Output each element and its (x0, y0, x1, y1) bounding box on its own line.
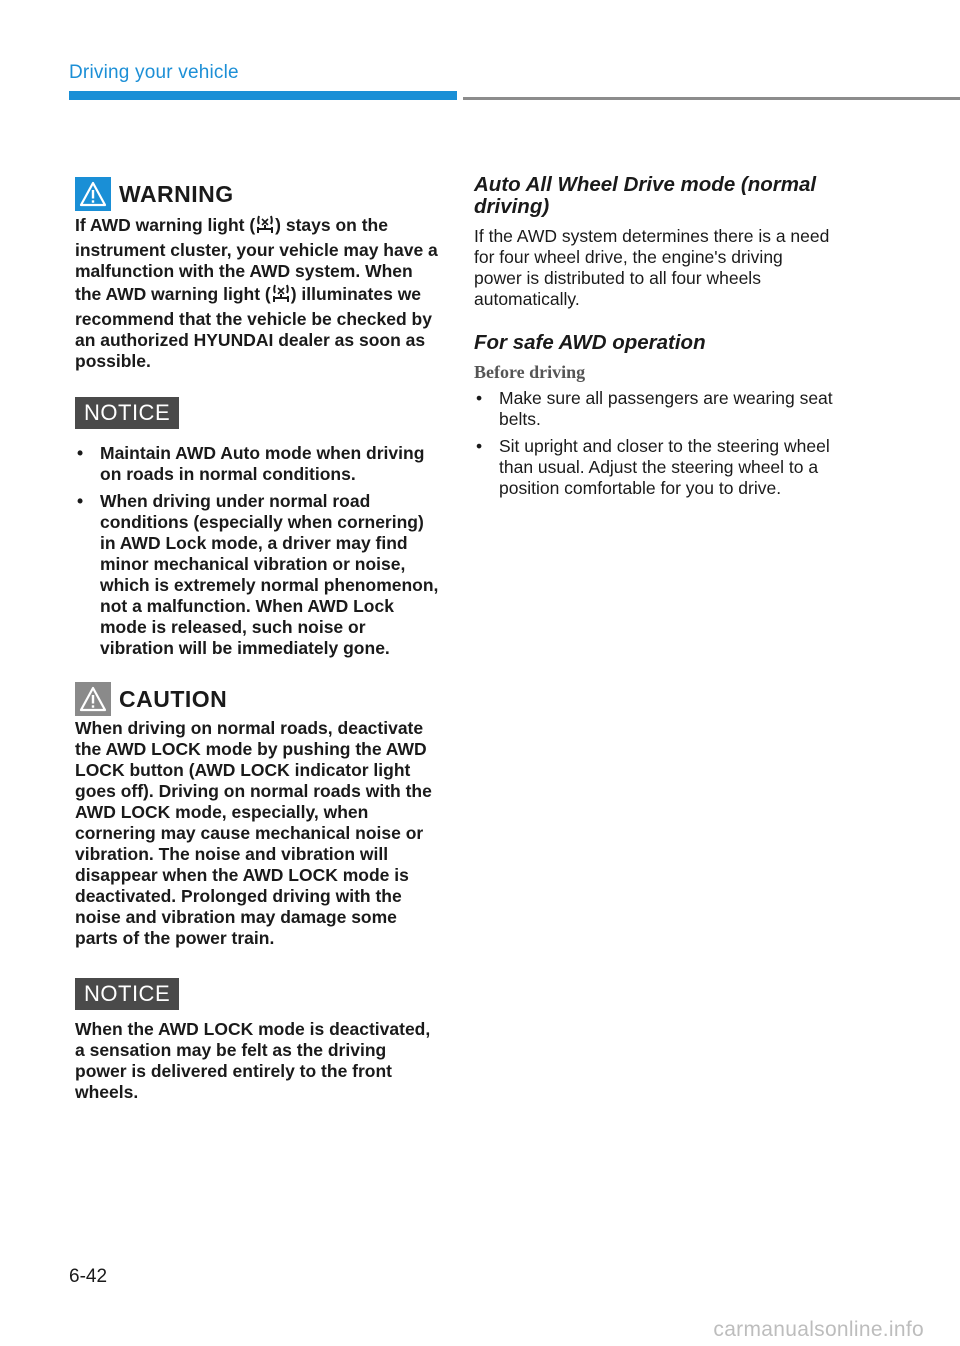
right-column (474, 174, 834, 505)
notice-text: When the AWD LOCK mode is deactivated, a sensation may be felt as the driving power is delivered entirely to the front wheels. (75, 1019, 431, 1102)
warning-label: WARNING (119, 180, 234, 207)
safe-operation-list (474, 388, 834, 499)
section-title: Driving your vehicle (69, 62, 239, 83)
left-column (75, 176, 441, 1103)
awd-warning-light-icon-2 (271, 282, 291, 309)
auto-mode-heading: Auto All Wheel Drive mode (normal driving) (474, 173, 817, 218)
list-item: • When driving under normal road conditions (especially when cornering) in AWD Lock mode, a driver may find minor mechanical vibration or noise, which is extremely normal phenomenon, not a malfunction. When AWD Lock mode is released, such noise or vibration will be immediately gone. (75, 491, 441, 659)
list-item: • Maintain AWD Auto mode when driving on roads in normal conditions. (75, 443, 441, 485)
list-item: • Sit upright and closer to the steering wheel than usual. Adjust the steering wheel to a position comfortable for you to drive. (474, 436, 834, 499)
warning-triangle-icon (75, 177, 111, 211)
notice-label: NOTICE (75, 397, 179, 429)
header-rule-accent (69, 91, 457, 100)
safe-operation-heading: For safe AWD operation (474, 331, 706, 354)
warning-header (75, 176, 441, 212)
warning-text-part3: ) illuminates we recommend that the vehicle be checked by an authorized HYUNDAI dealer as soon as possible. (75, 284, 432, 371)
caution-block (75, 681, 441, 949)
notice-block-1 (75, 397, 441, 659)
header-rule-gray (463, 97, 960, 100)
warning-block (75, 176, 441, 372)
warning-text-part1: If AWD warning light ( (75, 215, 256, 235)
notice-block-2 (75, 978, 441, 1103)
awd-warning-light-icon (255, 213, 275, 240)
before-driving-subheading: Before driving (474, 362, 586, 382)
list-item: • Make sure all passengers are wearing seat belts. (474, 388, 834, 430)
notice-label: NOTICE (75, 978, 179, 1010)
caution-header (75, 681, 441, 717)
page-number: 6-42 (69, 1266, 108, 1287)
caution-text: When driving on normal roads, deactivate the AWD LOCK mode by pushing the AWD LOCK button (AWD LOCK indicator light goes off). Driving on normal roads with the AWD LOCK mode, especially, when cornering may cause mechanical noise or vibration. The noise and vibration will disappear when the AWD LOCK mode is deactivated. Prolonged driving with the noise and vibration may damage some parts of the power train. (75, 718, 432, 948)
warning-text-part2: ) stays on the instrument cluster, your vehicle may have a malfunction with the AWD system. When the AWD warning light ( (75, 215, 438, 304)
caution-triangle-icon (75, 682, 111, 716)
caution-label: CAUTION (119, 685, 228, 712)
watermark: carmanualsonline.info (713, 1318, 924, 1341)
notice-list (75, 443, 441, 659)
warning-text (75, 213, 441, 372)
auto-mode-text: If the AWD system determines there is a need for four wheel drive, the engine's driving power is distributed to all four wheels automatically. (474, 226, 830, 309)
